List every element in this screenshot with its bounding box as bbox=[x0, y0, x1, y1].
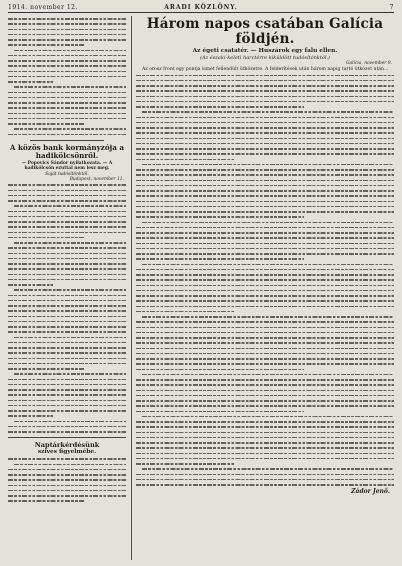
left-article-top bbox=[8, 16, 126, 137]
left-article-bottom bbox=[8, 456, 126, 503]
article-dateline: Galícia, november 9. bbox=[345, 61, 392, 67]
text-line bbox=[8, 498, 126, 503]
paper-title: ARADI KÖZLÖNY. bbox=[164, 4, 238, 11]
section-subline: Saját tudósítónktól. bbox=[45, 171, 89, 177]
article-byline: (Az északi-keleti harctérre kiküldött tudósítónktól.) bbox=[199, 55, 330, 61]
issue-date: 1914. november 12. bbox=[8, 4, 78, 11]
separator bbox=[30, 140, 104, 141]
section2-heading: Naptárkérdésünk bbox=[34, 441, 100, 450]
article-body bbox=[136, 73, 394, 488]
section2-subheading: szives figyelmébe. bbox=[37, 449, 97, 456]
section-subheading: — Popovics Sándor nyilatkozata. — A hadikölcsön ezuttal nem lesz meg. bbox=[21, 160, 113, 172]
article-intro: Az orosz front egy pontja ismét fellendült ütközetre. A felderítések után három napig tartó ütközet után... bbox=[142, 66, 389, 72]
column-rule bbox=[131, 16, 132, 560]
text-line bbox=[8, 132, 126, 137]
page-number: 7 bbox=[389, 4, 394, 11]
article-subtitle: Az égeti csatatér. — Huszárok egy falu ellen. bbox=[192, 48, 338, 54]
section-dateline: Budapest, november 11. bbox=[69, 176, 124, 182]
section-heading: A közös bank kormányzója a hadikölcsönről. bbox=[9, 142, 125, 161]
left-article-mid bbox=[8, 182, 126, 434]
right-column bbox=[136, 16, 394, 562]
text-line bbox=[8, 429, 126, 434]
article-signature: Zádor Jenő. bbox=[351, 488, 390, 496]
left-column bbox=[8, 16, 126, 562]
text-line bbox=[136, 482, 394, 487]
article-title: Három napos csatában Galícia földjén. bbox=[146, 16, 384, 47]
masthead bbox=[8, 3, 394, 13]
separator bbox=[8, 437, 126, 438]
